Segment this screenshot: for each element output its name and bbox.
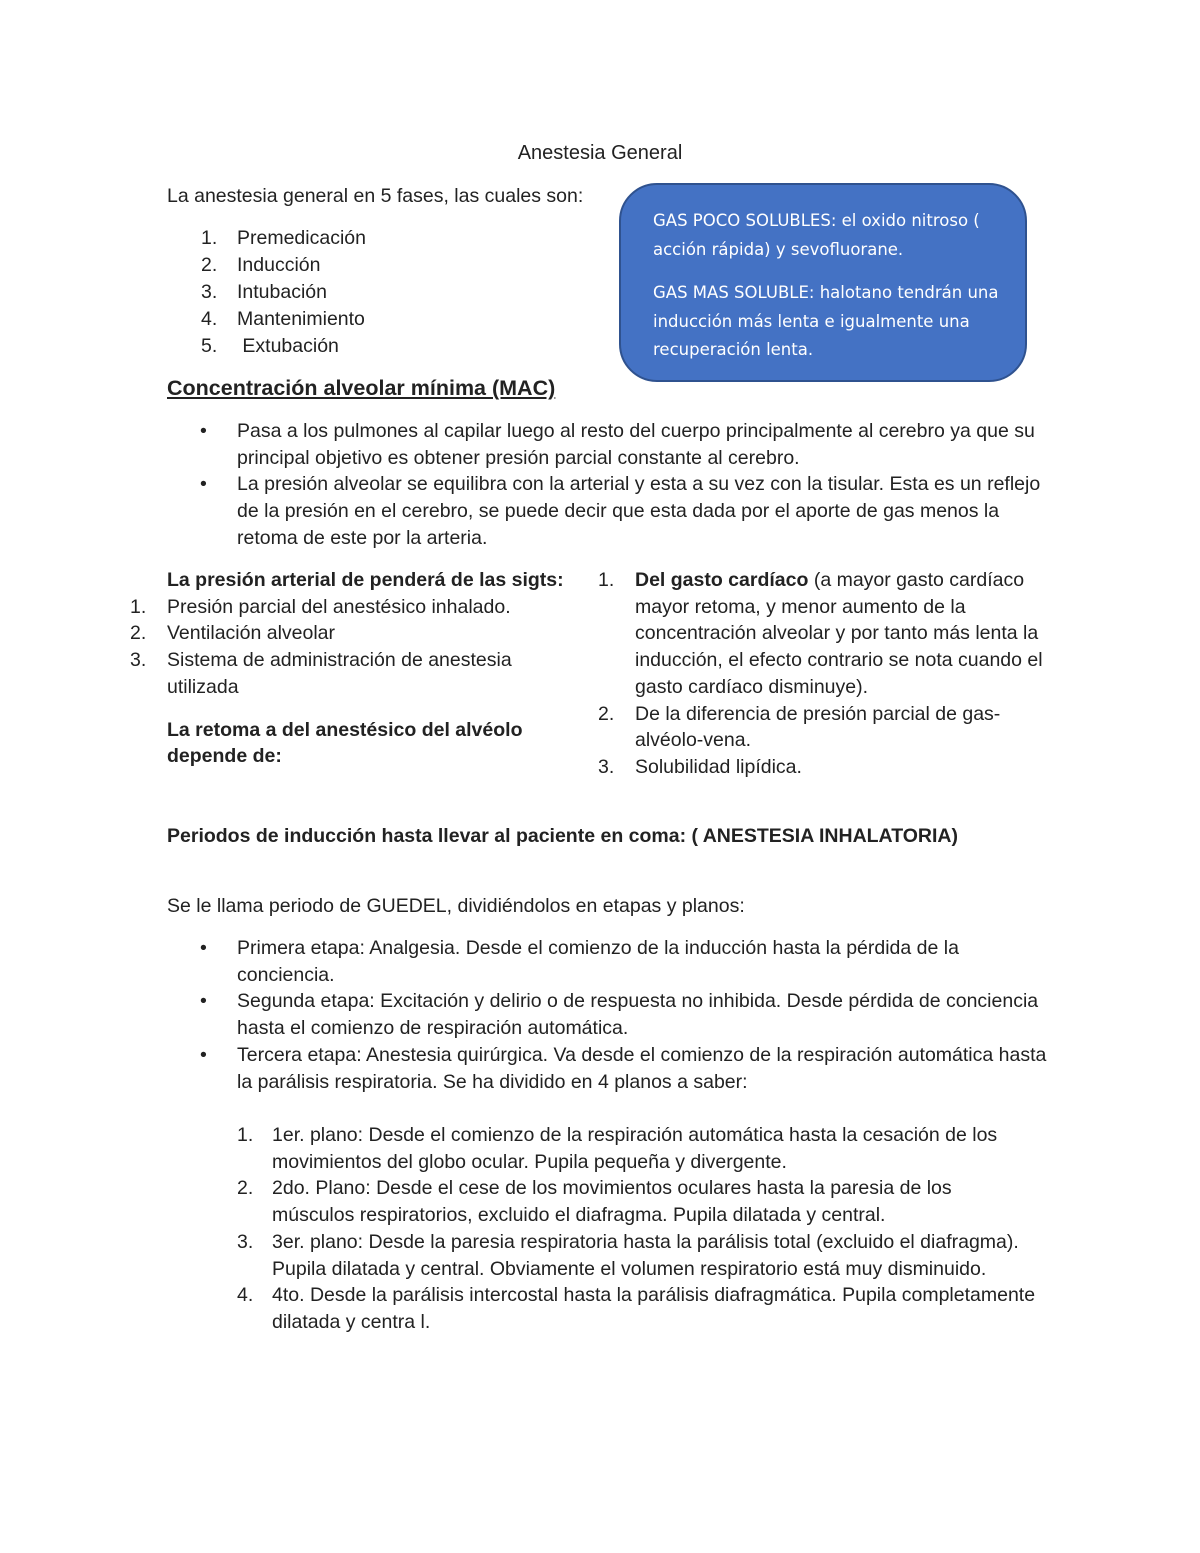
item-number: 3. [130,649,147,672]
intro-text: La anestesia general en 5 fases, las cuales son: [167,185,584,207]
item-text: Ventilación alveolar [167,622,336,645]
page-title: Anestesia General [517,142,683,164]
callout-label: GAS MAS SOLUBLE [653,283,809,302]
gas-solubility-callout [619,183,1027,382]
item-text: 2do. Plano: Desde el cese de los movimientos oculares hasta la paresia de los músculos respiratorios, excluido el diafragma. Pupila dilatada y central. [272,1177,952,1227]
bullet-icon: • [200,990,207,1013]
list-item [167,279,366,306]
left-column-heading: La presión arterial de penderá de las sigts: [167,569,564,591]
list-item [598,567,1043,701]
item-text: Primera etapa: Analgesia. Desde el comienzo de la inducción hasta la pérdida de la conciencia. [237,937,959,986]
list-item [167,935,1047,988]
guedel-text: Se le llama periodo de GUEDEL, dividiéndolos en etapas y planos: [167,895,745,917]
callout-text: : el oxido nitroso ( acción rápida) y sevofluorane. [653,211,980,259]
induction-heading: Periodos de inducción hasta llevar al paciente en coma: ( ANESTESIA INHALATORIA) [167,825,958,847]
list-item [167,418,1047,471]
item-number: 1. [201,227,218,249]
item-text: 4to. Desde la parálisis intercostal hasta la parálisis diafragmática. Pupila completamente dilatada y centra l. [272,1284,1036,1333]
list-item [130,620,580,647]
item-number: 1. [130,595,147,618]
item-text: (a mayor gasto cardíaco mayor retoma, y menor aumento de la concentración alveolar y por tanto más lenta la inducción, el efecto contrario se nota cuando el gasto cardíaco disminuye). [635,569,1043,698]
item-text: Solubilidad lipídica. [635,755,802,778]
left-column [130,567,580,770]
item-number: 3. [201,281,218,303]
list-item [167,252,366,279]
item-number: 3. [598,755,615,778]
item-number: 2. [598,702,615,725]
list-item [598,701,1043,754]
item-number: 5. [201,335,218,357]
factors-list [130,594,580,701]
item-text: Tercera etapa: Anestesia quirúrgica. Va desde el comienzo de la respiración automática hasta la parálisis respiratoria. Se ha dividido en 4 planos a saber: [237,1043,1047,1093]
item-text: 1er. plano: Desde el comienzo de la respiración automática hasta la cesación de los movimientos del globo ocular. Pupila pequeña y divergente. [272,1124,998,1173]
planes-list [237,1122,1037,1336]
list-item [167,225,366,252]
mac-heading: Concentración alveolar mínima (MAC) [167,376,556,400]
list-item [130,594,580,621]
item-text: Sistema de administración de anestesia utilizada [167,649,512,698]
item-number: 2. [201,254,218,276]
item-text: Mantenimiento [237,308,365,330]
item-text: Pasa a los pulmones al capilar luego al resto del cuerpo principalmente al cerebro ya que su principal objetivo es obtener presión parcial constante al cerebro. [237,420,1035,469]
uptake-factors-list [598,567,1043,781]
item-text: La presión alveolar se equilibra con la arterial y esta a su vez con la tisular. Esta es un reflejo de la presión en el cerebro, se puede decir que esta dada por el aporte de gas menos la retoma de este por la arteria. [237,473,1041,549]
list-item [130,647,580,700]
list-item [237,1229,1037,1282]
item-text: Segunda etapa: Excitación y delirio o de respuesta no inhibida. Desde pérdida de conciencia hasta el comienzo de respiración automática. [237,990,1039,1040]
list-item [167,471,1047,551]
list-item [598,754,1043,781]
mac-bullet-list [167,418,1047,552]
item-number: 1. [598,569,615,591]
item-number: 2. [130,622,147,645]
bullet-icon: • [200,473,207,496]
callout-paragraph [653,207,1005,264]
item-number: 1. [237,1124,254,1146]
bullet-icon: • [200,937,207,959]
stages-list [167,935,1047,1095]
bullet-icon: • [200,1043,207,1066]
callout-paragraph [653,279,1005,365]
list-item [237,1122,1037,1175]
item-text: Presión parcial del anestésico inhalado. [167,595,511,618]
item-number: 4. [237,1284,254,1307]
item-text: 3er. plano: Desde la paresia respiratoria hasta la parálisis total (excluido el diafragma). Pupila dilatada y central. Obviamente el volumen respiratorio está muy disminuido. [272,1230,1019,1280]
item-text: De la diferencia de presión parcial de gas-alvéolo-vena. [635,702,1001,752]
list-item [167,333,366,360]
item-bold-text: Del gasto cardíaco [635,569,809,591]
phases-list [167,225,366,360]
list-item [167,306,366,333]
callout-text: : halotano tendrán una inducción más lenta e igualmente una recuperación lenta. [653,283,999,359]
list-item [167,988,1047,1041]
item-text: Inducción [237,254,321,276]
item-text: Extubación [237,335,339,357]
bullet-icon: • [200,420,207,442]
item-text: Intubación [237,281,327,303]
item-text: Premedicación [237,227,366,249]
list-item [237,1175,1037,1228]
left-column-subheading: La retoma a del anestésico del alvéolo depende de: [167,718,523,768]
callout-label: GAS POCO SOLUBLES [653,211,831,230]
list-item [167,1042,1047,1095]
item-number: 3. [237,1230,254,1253]
list-item [237,1282,1037,1335]
item-number: 2. [237,1177,254,1200]
item-number: 4. [201,308,218,330]
